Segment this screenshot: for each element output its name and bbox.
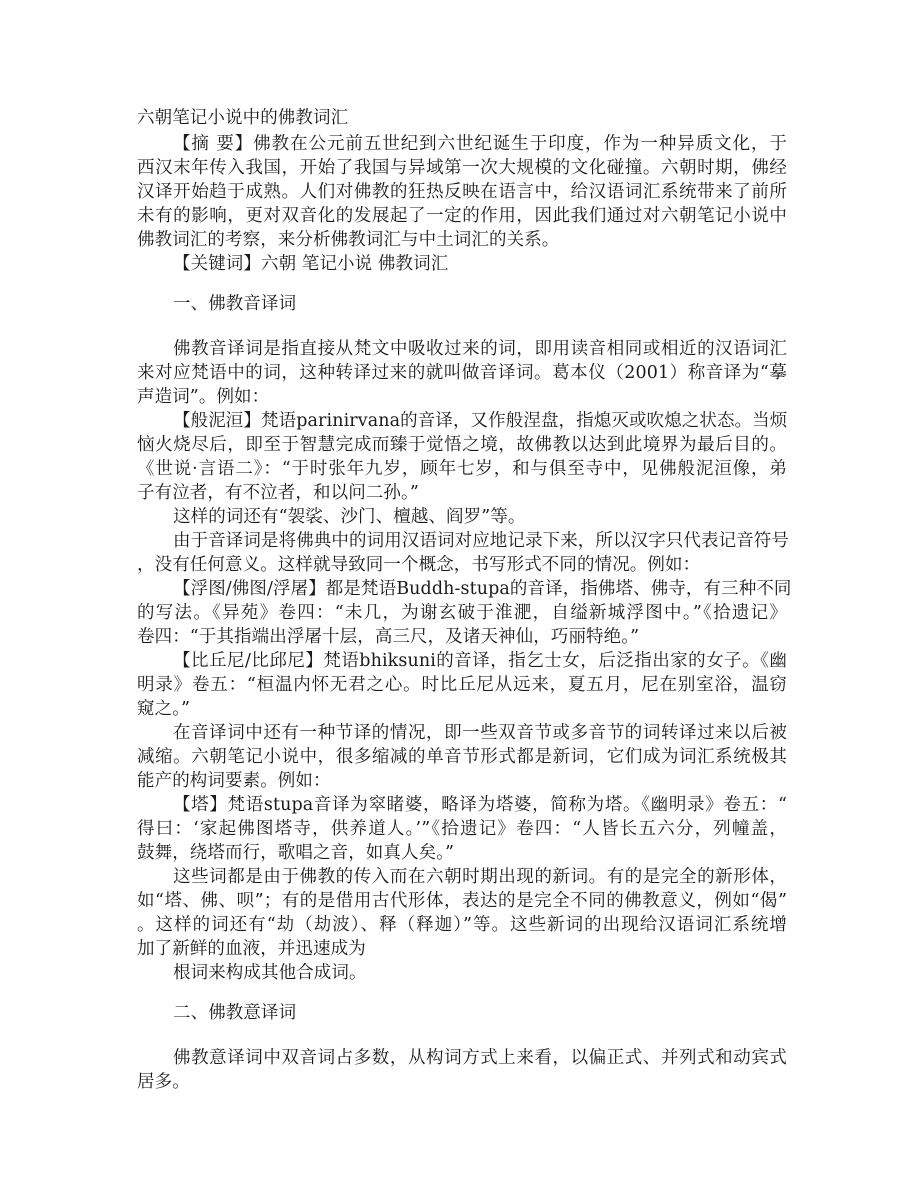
paragraph-line: 佛教意译词中双音词占多数，从构词方式上来看，以偏正式、并列式和动宾式 — [173, 1048, 787, 1068]
keywords-line: 【关键词】六朝 笔记小说 佛教词汇 — [173, 254, 449, 274]
paragraph-line: 声造词”。例如： — [137, 387, 270, 407]
paragraph-line: 。这样的词还有“劫（劫波）、释（释迦）”等。这些新词的出现给汉语词汇系统增 — [137, 915, 787, 935]
paragraph-line: 【般泥洹】梵语parinirvana的音译，又作般涅盘，指熄灭或吹熄之状态。当烦 — [173, 411, 788, 431]
paragraph-line: ，没有任何意义。这样就导致同一个概念，书写形式不同的情况。例如： — [137, 555, 701, 575]
paragraph-line: 的写法。《异苑》卷四：“未几，为谢玄破于淮淝，自缢新城浮图中。”《拾遗记》 — [137, 603, 787, 623]
paragraph-line: 子有泣者，有不泣者，和以问二孙。” — [137, 483, 419, 503]
paragraph-line: 佛教音译词是指直接从梵文中吸收过来的词，即用读音相同或相近的汉语词汇 — [173, 339, 787, 359]
paragraph-line: 居多。 — [137, 1072, 190, 1092]
paragraph-line: 由于音译词是将佛典中的词用汉语词对应地记录下来，所以汉字只代表记音符号 — [173, 531, 789, 551]
paragraph-line: 【浮图/佛图/浮屠】都是梵语Buddh-stupa的音译，指佛塔、佛寺，有三种不同 — [173, 579, 792, 599]
paragraph-line: 加了新鲜的血液，并迅速成为 — [137, 939, 366, 959]
paragraph-line: 来对应梵语中的词，这种转译过来的就叫做音译词。葛本仪（2001）称音译为“摹 — [137, 363, 787, 383]
abstract-line: 【摘 要】佛教在公元前五世纪到六世纪诞生于印度，作为一种异质文化，于 — [173, 134, 787, 154]
paragraph-line: 能产的构词要素。例如： — [137, 771, 331, 791]
paragraph-line: 恼火烧尽后，即至于智慧完成而臻于觉悟之境，故佛教以达到此境界为最后目的。 — [137, 435, 787, 455]
paragraph-line: 《世说·言语二》：“于时张年九岁，顾年七岁，和与俱至寺中，见佛般泥洹像，弟 — [137, 459, 787, 479]
paragraph-line: 根词来构成其他合成词。 — [173, 963, 367, 983]
paragraph-line: 鼓舞，绕塔而行，歌唱之音，如真人矣。” — [137, 843, 455, 863]
paragraph-line: 卷四：“于其指端出浮屠十层，高三尺，及诸天神仙，巧丽特绝。” — [137, 627, 640, 647]
section-heading: 一、佛教音译词 — [173, 294, 297, 314]
abstract-line: 汉译开始趋于成熟。人们对佛教的狂热反映在语言中，给汉语词汇系统带来了前所 — [137, 182, 787, 202]
paragraph-line: 这些词都是由于佛教的传入而在六朝时期出现的新词。有的是完全的新形体， — [173, 867, 787, 887]
paragraph-line: 减缩。六朝笔记小说中，很多缩减的单音节形式都是新词，它们成为词汇系统极其 — [137, 747, 787, 767]
paragraph-line: 在音译词中还有一种节译的情况，即一些双音节或多音节的词转译过来以后被 — [173, 723, 787, 743]
paragraph-line: 【塔】梵语stupa音译为窣睹婆，略译为塔婆，简称为塔。《幽明录》卷五：“ — [173, 795, 787, 815]
document-title: 六朝笔记小说中的佛教词汇 — [137, 108, 349, 128]
abstract-line: 西汉末年传入我国，开始了我国与异域第一次大规模的文化碰撞。六朝时期，佛经 — [137, 158, 787, 178]
paragraph-line: 明录》卷五：“桓温内怀无君之心。时比丘尼从远来，夏五月，尼在别室浴，温窃 — [137, 675, 787, 695]
abstract-line: 未有的影响，更对双音化的发展起了一定的作用，因此我们通过对六朝笔记小说中 — [137, 206, 787, 226]
paragraph-line: 如“塔、佛、呗”；有的是借用古代形体，表达的是完全不同的佛教意义，例如“偈” — [137, 891, 787, 911]
paragraph-line: 【比丘尼/比邱尼】梵语bhiksuni的音译，指乞士女，后泛指出家的女子。《幽 — [173, 651, 787, 671]
paragraph-line: 这样的词还有“袈裟、沙门、檀越、阎罗”等。 — [173, 507, 526, 527]
abstract-line: 佛教词汇的考察，来分析佛教词汇与中土词汇的关系。 — [137, 230, 560, 250]
section-heading: 二、佛教意译词 — [173, 1003, 297, 1023]
paragraph-line: 得曰：‘家起佛图塔寺，供养道人。’”《拾遗记》卷四：“人皆长五六分，列幢盖， — [137, 819, 787, 839]
paragraph-line: 窥之。” — [137, 699, 191, 719]
